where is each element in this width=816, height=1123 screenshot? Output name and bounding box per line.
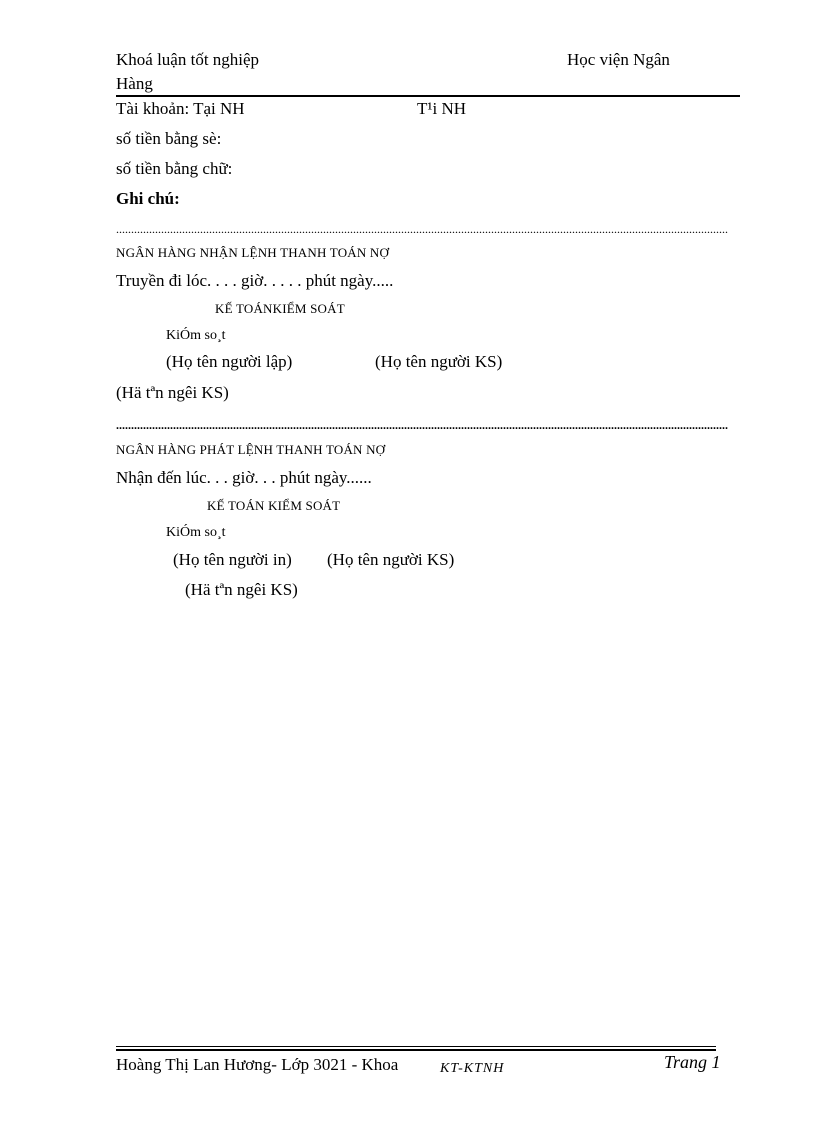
issuing-roles: KẾ TOÁN KIỂM SOÁT	[207, 498, 341, 513]
receiving-controller-name: (Họ tên người KS)	[375, 352, 503, 371]
dotted-separator-bold: ............................................................................................................................................................................................................	[116, 420, 728, 430]
receiving-garbled-name: (Hä tªn ngêi KS)	[116, 383, 229, 402]
issuing-time-line: Nhận đến lúc. . . giờ. . . phút ngày......	[116, 468, 372, 487]
receiving-preparer-name: (Họ tên người lập)	[166, 352, 293, 371]
receiving-control-garbled: KiÓm so¸t	[166, 328, 226, 343]
issuing-controller-name: (Họ tên người KS)	[327, 550, 455, 569]
amount-words-label: số tiền bằng chữ:	[116, 159, 233, 178]
receiving-heading: NGÂN HÀNG NHẬN LỆNH THANH TOÁN NỢ	[116, 245, 390, 260]
issuing-printer-name: (Họ tên người in)	[173, 550, 292, 569]
dotted-separator: ............................................................................................................................................................................................................	[116, 224, 728, 234]
header-right-title: Học viện Ngân	[567, 50, 670, 69]
footer-author: Hoàng Thị Lan Hương- Lớp 3021 - Khoa	[116, 1055, 399, 1074]
account-bank: T¹i NH	[417, 99, 467, 118]
amount-numbers-label: số tiền bằng sè:	[116, 129, 222, 148]
receiving-roles: KẾ TOÁNKIỂM SOÁT	[215, 301, 345, 316]
note-label: Ghi chú:	[116, 189, 180, 208]
footer-rule-top	[116, 1046, 716, 1047]
header-rule	[116, 95, 740, 97]
header-left-wrap: Hàng	[116, 74, 153, 93]
footer-page-label: Trang 1	[664, 1052, 721, 1072]
account-label: Tài khoản: Tại NH	[116, 99, 245, 118]
footer-rule-bottom	[116, 1049, 716, 1051]
header-left-title: Khoá luận tốt nghiệp	[116, 50, 260, 69]
issuing-heading: NGÂN HÀNG PHÁT LỆNH THANH TOÁN NỢ	[116, 442, 386, 457]
receiving-time-line: Truyền đi lóc. . . . giờ. . . . . phút ngày.....	[116, 271, 394, 290]
footer-faculty-script: KT-KTNH	[440, 1061, 505, 1076]
issuing-garbled-name: (Hä tªn ngêi KS)	[185, 580, 298, 599]
issuing-control-garbled: KiÓm so¸t	[166, 525, 226, 540]
